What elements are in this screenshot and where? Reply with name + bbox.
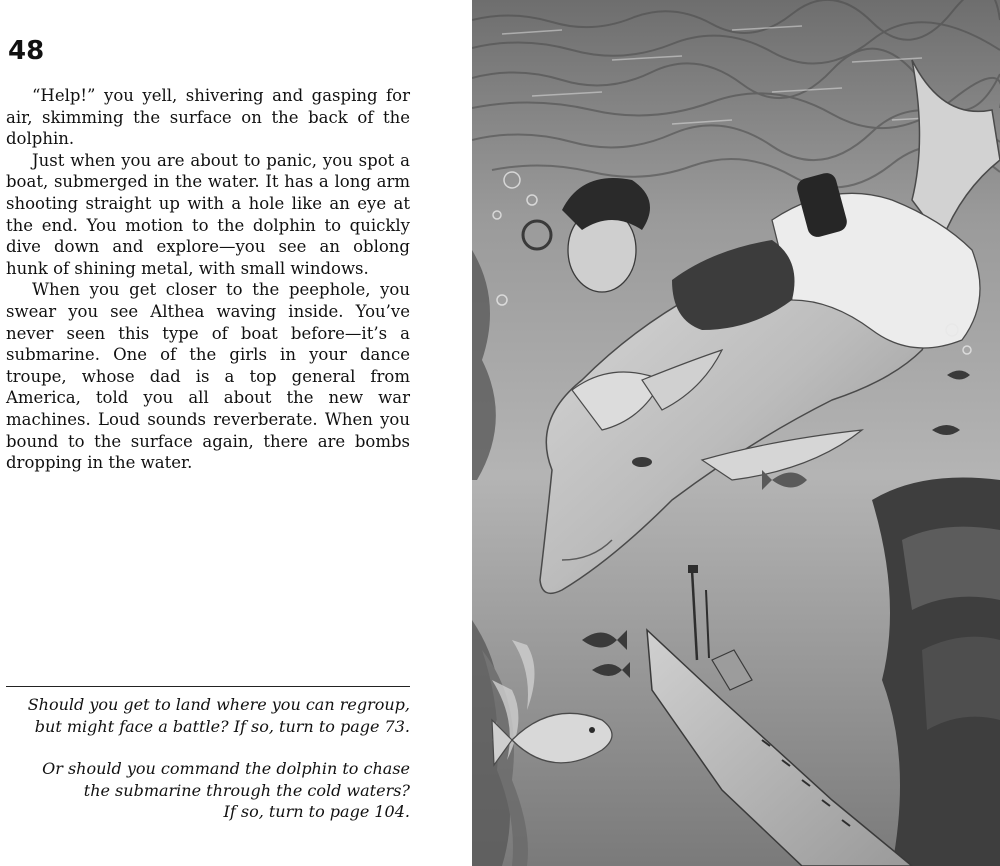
underwater-illustration xyxy=(472,0,1000,866)
choice-2-line-1: Or should you command the dolphin to chase xyxy=(42,759,410,778)
story-paragraph-3: When you get closer to the peephole, you swear you see Althea waving inside. You’ve never seen this type of boat before—it’s a submarine. One of the girls in your dance troupe, whose dad is a top general from America, told you all about the new war machines. Loud sounds reverberate. When you bound to the surface again, there are bombs dropping in the water. xyxy=(6,280,410,473)
dolphin-eye xyxy=(632,457,652,467)
choice-2-line-2: the submarine through the cold waters? xyxy=(83,780,410,800)
choices xyxy=(6,694,410,823)
page-number: 48 xyxy=(8,36,45,66)
choice-1-line-2: but might face a battle? If so, turn to page 73. xyxy=(34,716,410,736)
choice-1-line-1: Should you get to land where you can regroup, xyxy=(27,695,410,714)
choices-divider xyxy=(6,686,410,687)
text-column xyxy=(0,0,472,866)
story-paragraph-2: Just when you are about to panic, you spot a boat, submerged in the water. It has a long arm shooting straight up with a hole like an eye at the end. You motion to the dolphin to quickly dive down and explore—you see an oblong hunk of shining metal, with small windows. xyxy=(6,150,410,278)
story-paragraph-1: “Help!” you yell, shivering and gasping for air, skimming the surface on the back of the dolphin. xyxy=(6,86,410,149)
story-text xyxy=(6,85,410,474)
choice-2-line-3: If so, turn to page 104. xyxy=(223,802,410,821)
illustration-svg xyxy=(472,0,1000,866)
